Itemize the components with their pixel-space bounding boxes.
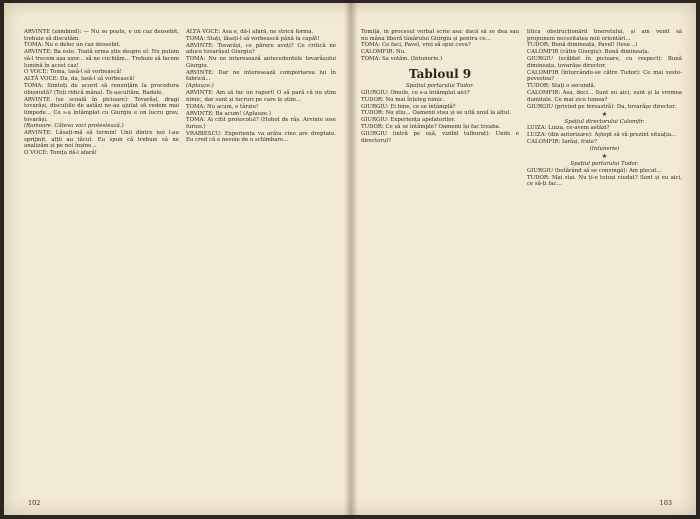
text-line: GIURGIU (scăldat în picioare, cu respect): Bună dimineața, tovarășe director. bbox=[527, 56, 682, 69]
text-line: GIURGIU (privind pe fereastră): Da, tovarășe director. bbox=[527, 103, 677, 110]
text-line: ARVINTE: Tovarăși, ce părere aveți? Ce critică ne aduce tovarășul Giurgiu? bbox=[186, 42, 336, 56]
text-line: VRABIESCU: Experiența va arăta cine are dreptate. Eu cred că e nevoie de o schimbare... bbox=[186, 130, 336, 144]
text-line: (Intunerie) bbox=[589, 146, 620, 153]
text-line: (Aplauze.) bbox=[186, 83, 214, 90]
text-line: TUDOR: Stați o secundă. bbox=[527, 83, 596, 90]
scene-heading: Tabloul 9 bbox=[408, 66, 472, 81]
text-line: GIURGIU (intră pe ușă, vizibil tulburat): Unde e directorul? bbox=[361, 131, 519, 144]
text-line: ARVINTE: Dar ne interesează comportarea lui în fabrică... bbox=[186, 69, 336, 83]
right-page-column-1 bbox=[361, 29, 519, 499]
left-page-column-1 bbox=[24, 29, 179, 499]
text-line: TUDOR: Nu mai înțeleg nimic. bbox=[361, 96, 445, 103]
text-line: ALTĂ VOCE: Da, da, lasă-l să vorbească! bbox=[24, 76, 135, 83]
scene-description: Spațiul directorului Calomfir. bbox=[564, 118, 645, 125]
text-line: ARVINTE: Am să fac un raport! O să pară că nu știm nimic, dar sunt și lucruri pe care le știm... bbox=[186, 90, 336, 103]
text-line: CALOMFIR: Iarăși, frate? bbox=[527, 139, 598, 146]
text-line: CALOMFIR: Nu. bbox=[361, 49, 406, 56]
text-line: ALTĂ VOCE: Asa e, dă-l afară, ne strică forma. bbox=[186, 29, 314, 35]
text-line: ARVINTE: Ba este. Toată urma știe despre el. Nu putem să-l trecem așa ușor... să ne cuchiăm... Trebuie să facem lumină în acest caz! bbox=[24, 49, 179, 69]
text-line: ARVINTE (zâmbind): — Nu se poate, e un caz deosebit, trebuie să discutăm. bbox=[24, 29, 179, 42]
text-line: TUDOR: Bună dimineața, Pavel! (Iese...) bbox=[527, 42, 638, 49]
text-line: CALOMFIR (întorcându-se către Tudor): Ce mai veste-povestea? bbox=[527, 69, 682, 83]
text-line: GIURGIU: Experiența apelatorilor. bbox=[361, 117, 456, 124]
text-line: ARVINTE (se scoală în picioare): Tovarăși, dragi tovarăși, discuțiile de astăzi ne-au ajutat să vedem mai limpede... Ce s-a întâmplat cu Giurgiu e un lucru grav, tovarăși. bbox=[24, 96, 179, 123]
scene-separator-star: ★ bbox=[601, 152, 608, 160]
text-line: Spațiul portarului Tudor. bbox=[406, 82, 474, 89]
left-page-column-2 bbox=[186, 29, 336, 499]
text-line: TOMA: Simteți de acord să renunțăm la procedura obișnuită? (Toți ridică mâna). Te-ascultăm, Radule. bbox=[24, 83, 179, 96]
text-line: LUIZA: Luiza, ce-avem astăzi? bbox=[527, 125, 610, 132]
text-line: Tomiță, în procesul verbal scrie asa: dacă să se dea sau nu mâna liberă tânărului Giurgiu și pentru ce... bbox=[361, 29, 519, 42]
text-line: TUDOR: Nu știu... Oamenii stau și se uită unul la altul. bbox=[361, 110, 511, 117]
page-number: 102 bbox=[28, 499, 41, 507]
text-line: TOMA: Ai citit protocolul? (Hohot de râs. Arvinte iese furios.) bbox=[186, 117, 336, 130]
text-line: TOMA: Sa votăm. (Intunerie.) bbox=[361, 56, 443, 63]
text-line: TOMA: Nu ne interesează antecedentele tovarășului Giurgiu. bbox=[186, 56, 336, 69]
text-line: TUDOR: Mai stai. Nu ți-e totuși ciudat? Sunt și eu aici, ce să-ți fac... bbox=[527, 174, 682, 188]
text-line: TOMA: Stați, lăsați-l să vorbească până la capăt! bbox=[186, 35, 320, 42]
text-line: TOMA: Nu e deloc un caz deosebit. bbox=[24, 42, 121, 49]
book-spread bbox=[4, 3, 696, 515]
scene-separator-star: ★ bbox=[601, 110, 608, 118]
text-line: TOMA: Nu acum, e târziu! bbox=[186, 103, 259, 110]
text-line: LUIZA: (din autorizare): Aștept să vă prezint situația... bbox=[527, 132, 677, 139]
text-line: GIURGIU: Omule, ce s-a întâmplat aici? bbox=[361, 89, 470, 96]
text-line: (Rumoare. Câteva voci protestează.) bbox=[24, 123, 124, 130]
page-number: 103 bbox=[659, 499, 672, 507]
text-line: CALOMFIR (către Giurgiu): Bună dimineața. bbox=[527, 49, 650, 56]
text-line: ARVINTE: Lăsați-mă să termin! Unii dintre noi l-au sprijinit, alții au tăcut. Eu spun că trebuie să ne analizăm și pe noi înșine... bbox=[24, 130, 179, 150]
text-line: GIURGIU (hotărând să se convingă): Am plecat... bbox=[527, 167, 662, 174]
text-line: O VOCE: Toma, lasă-l să vorbească! bbox=[24, 69, 122, 76]
left-page bbox=[4, 3, 349, 515]
text-line: GIURGIU: Ei bine, ce se întâmplă? bbox=[361, 103, 456, 110]
text-line: TOMA: Ce faci, Pavel, vrei să spui ceva? bbox=[361, 42, 471, 49]
text-line: litica obstrucționării tineretului, și am venit să propunem necesitatea noii orientări... bbox=[527, 29, 682, 42]
text-line: ARVINTE: Ba acum! (Aplauze.) bbox=[186, 110, 271, 117]
right-page-column-2 bbox=[527, 29, 682, 499]
text-line: CALOMFIR: Asa, deci... Sunt eu aici, sunt și la vremea dumitale. Ce mai zice lumea? bbox=[527, 90, 682, 103]
text-line: TUDOR: Ce să se întâmple? Oamenii își fac treaba. bbox=[361, 124, 501, 131]
text-line: O VOCE: Tonița dă-l afară! bbox=[24, 150, 97, 157]
right-page bbox=[351, 3, 696, 515]
scene-description: Spațiul portarului Tudor. bbox=[570, 160, 639, 167]
